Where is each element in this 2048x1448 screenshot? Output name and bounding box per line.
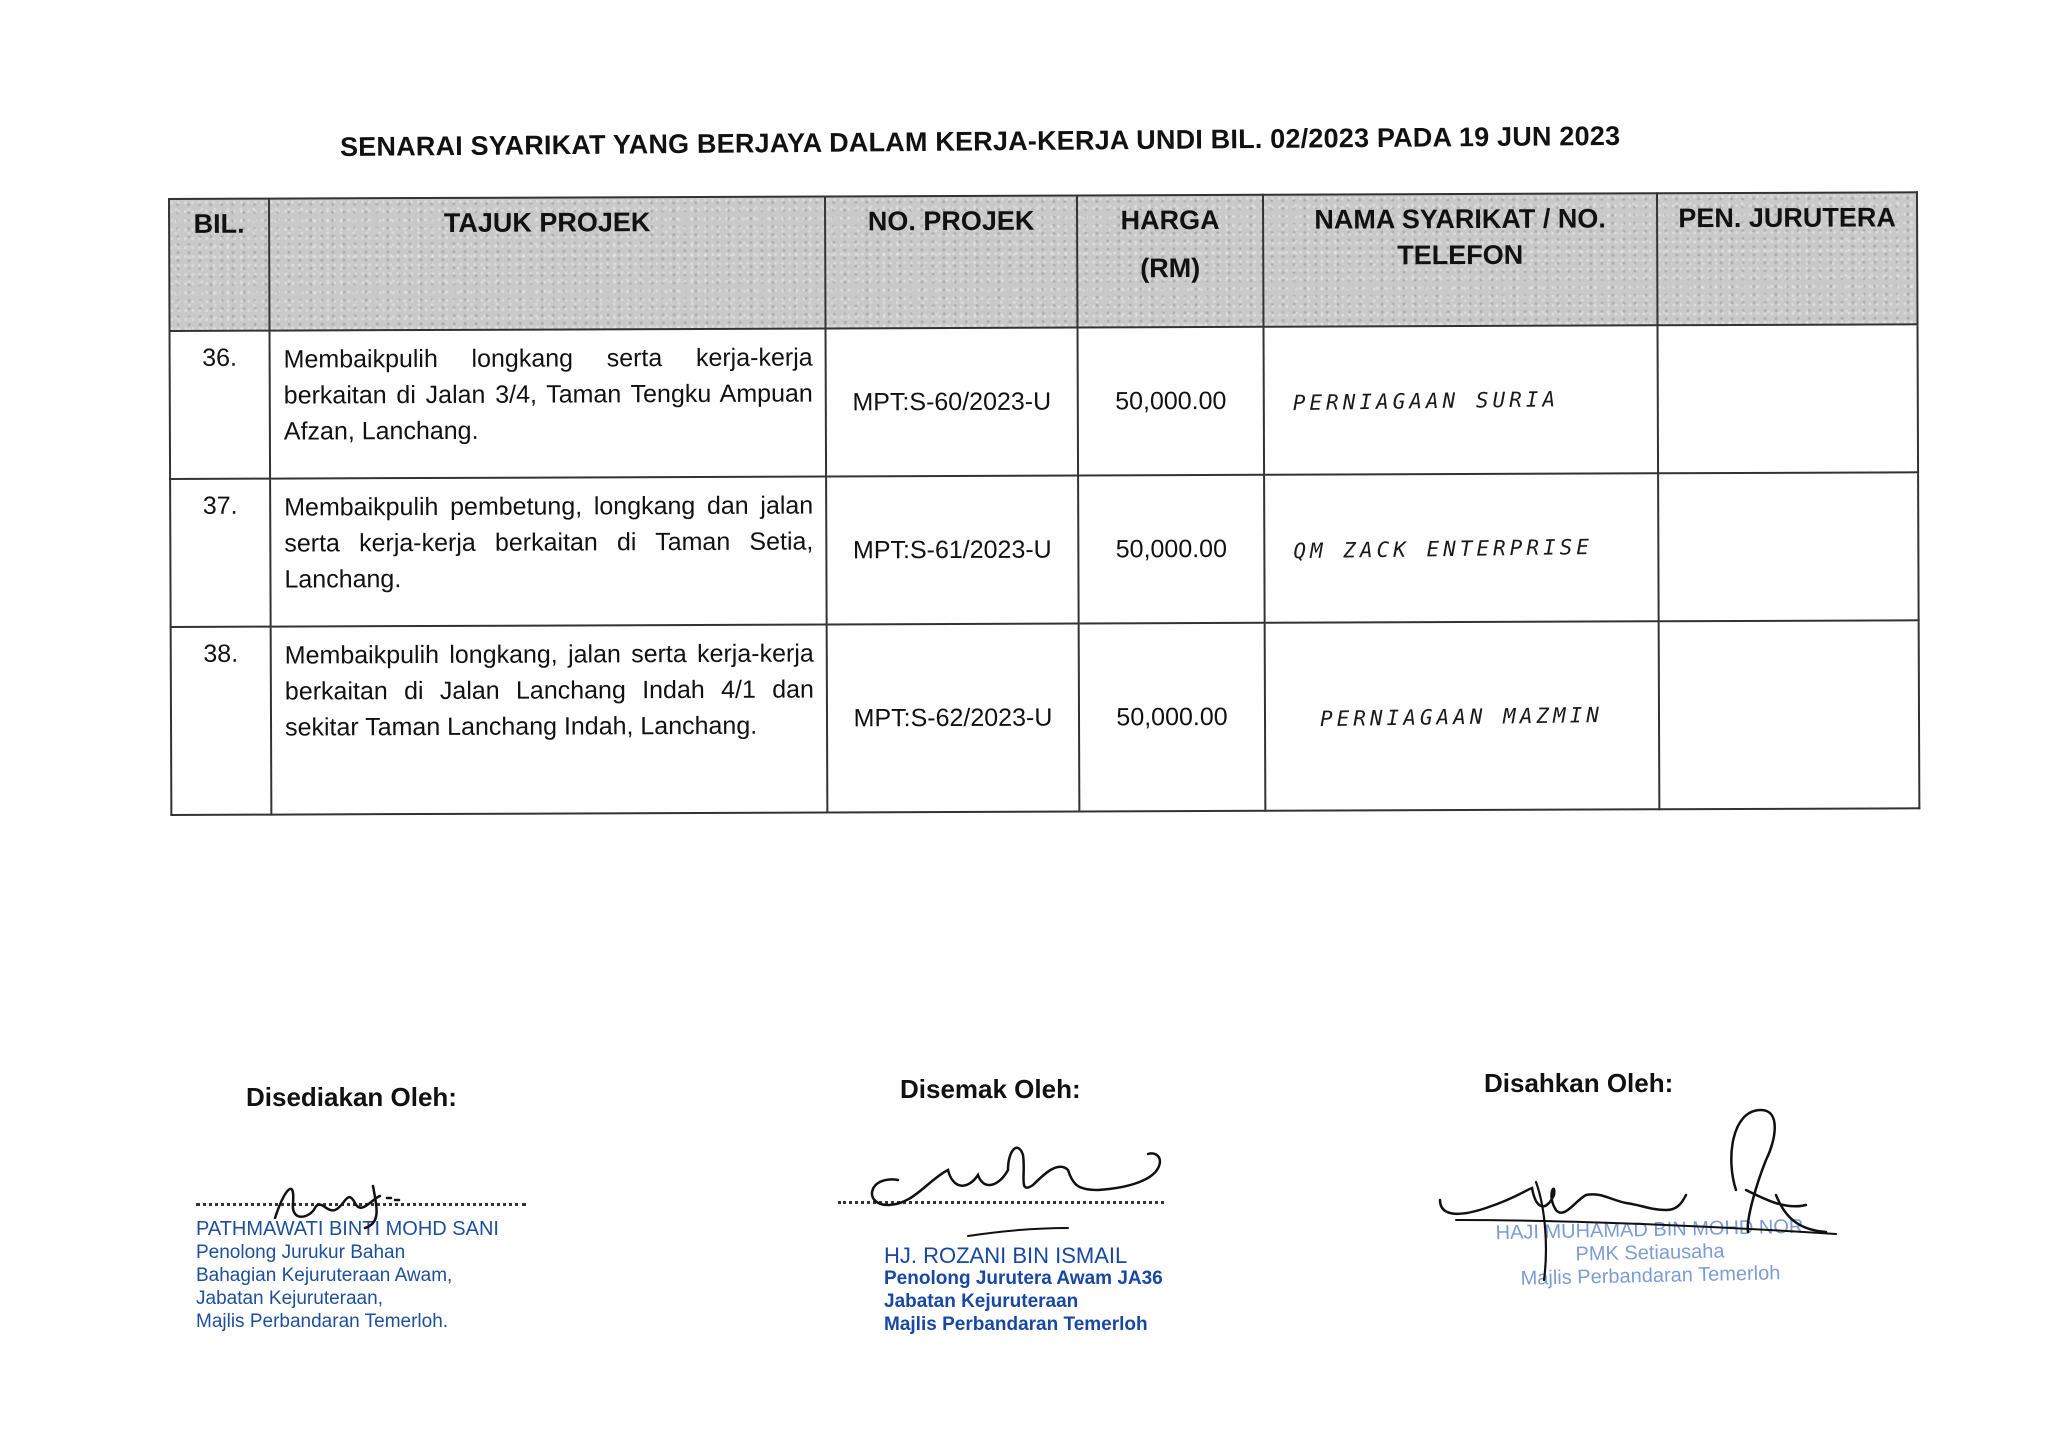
results-table: [168, 191, 1920, 816]
cell-no-projek: MPT:S-61/2023-U: [826, 476, 1079, 625]
cell-harga: 50,000.00: [1079, 623, 1266, 812]
cell-no-projek: MPT:S-62/2023-U: [827, 624, 1080, 813]
cell-pen-jurutera: [1658, 472, 1919, 621]
cell-tajuk-projek: Membaikpulih longkang, jalan serta kerja-kerja berkaitan di Jalan Lanchang Indah 4/1 dan sekitar Taman Lanchang Indah, Lanchang.: [271, 624, 828, 814]
signatory-department: Jabatan Kejuruteraan: [884, 1291, 1079, 1312]
signature-stamp: [884, 1244, 1178, 1336]
cell-bil: 37.: [170, 479, 271, 627]
header-bil: BIL.: [169, 199, 270, 331]
header-harga-unit: (RM): [1140, 253, 1201, 284]
table-row: [170, 324, 1919, 479]
cell-harga: 50,000.00: [1078, 327, 1265, 476]
handwritten-company-name: QM ZACK ENTERPRISE: [1293, 534, 1594, 563]
signatory-council: Majlis Perbandaran Temerloh: [884, 1314, 1148, 1335]
signature-checked: [858, 1130, 1178, 1250]
handwritten-company-name: PERNIAGAAN MAZMIN: [1319, 702, 1604, 731]
signatory-position: PMK Setiausaha: [1575, 1240, 1725, 1266]
cell-bil: 36.: [170, 331, 271, 479]
cell-tajuk-projek: Membaikpulih pembetung, longkang dan jalan serta kerja-kerja berkaitan di Taman Setia, Lanchang.: [270, 476, 827, 626]
table-header-row: [169, 192, 1917, 331]
signature-prepared: [255, 1168, 455, 1238]
header-nama-syarikat: [1263, 193, 1658, 327]
signatory-name: HJ. ROZANI BIN ISMAIL: [884, 1243, 1128, 1268]
signature-approved: [1436, 1100, 1856, 1280]
cell-bil: 38.: [171, 627, 272, 815]
results-table-container: [168, 191, 1918, 816]
signatory-council: Majlis Perbandaran Temerloh: [1520, 1262, 1781, 1290]
header-no-projek: NO. PROJEK: [825, 196, 1078, 329]
cell-nama-syarikat: [1265, 621, 1660, 811]
signature-heading: Disediakan Oleh:: [246, 1082, 457, 1112]
header-nama-syarikat-line2: TELEFON: [1397, 239, 1524, 271]
signatory-position: Penolong Jurukur Bahan: [196, 1242, 406, 1263]
cell-nama-syarikat: [1264, 325, 1659, 475]
signatory-council: Majlis Perbandaran Temerloh.: [196, 1311, 449, 1332]
cell-pen-jurutera: [1659, 620, 1920, 809]
signatory-department: Jabatan Kejuruteraan,: [196, 1288, 383, 1309]
cell-harga: 50,000.00: [1078, 475, 1265, 624]
header-nama-syarikat-line1: NAMA SYARIKAT / NO.: [1314, 203, 1606, 235]
cell-tajuk-projek: Membaikpulih longkang serta kerja-kerja berkaitan di Jalan 3/4, Taman Tengku Ampuan Afzan, Lanchang.: [270, 328, 827, 478]
table-row: [171, 620, 1920, 815]
cell-pen-jurutera: [1657, 324, 1918, 473]
table-row: [170, 472, 1919, 627]
signature-heading: Disahkan Oleh:: [1484, 1068, 1674, 1098]
cell-no-projek: MPT:S-60/2023-U: [826, 328, 1079, 477]
signatory-name: PATHMAWATI BINTI MOHD SANI: [196, 1218, 499, 1240]
signatory-division: Bahagian Kejuruteraan Awam,: [196, 1265, 453, 1286]
handwritten-company-name: PERNIAGAAN SURIA: [1292, 386, 1560, 415]
signatory-position: Penolong Jurutera Awam JA36: [884, 1268, 1163, 1289]
signature-heading: Disemak Oleh:: [900, 1074, 1081, 1104]
signatory-name: HAJI MUHAMAD BIN MOHD NOR: [1495, 1215, 1804, 1245]
header-tajuk-projek: TAJUK PROJEK: [269, 196, 826, 330]
header-harga-label: HARGA: [1120, 204, 1220, 236]
header-harga: [1077, 195, 1264, 328]
page-title: SENARAI SYARIKAT YANG BERJAYA DALAM KERJA-KERJA UNDI BIL. 02/2023 PADA 19 JUN 2023: [339, 120, 1621, 162]
header-pen-jurutera: PEN. JURUTERA: [1657, 192, 1918, 325]
cell-nama-syarikat: [1264, 473, 1659, 623]
